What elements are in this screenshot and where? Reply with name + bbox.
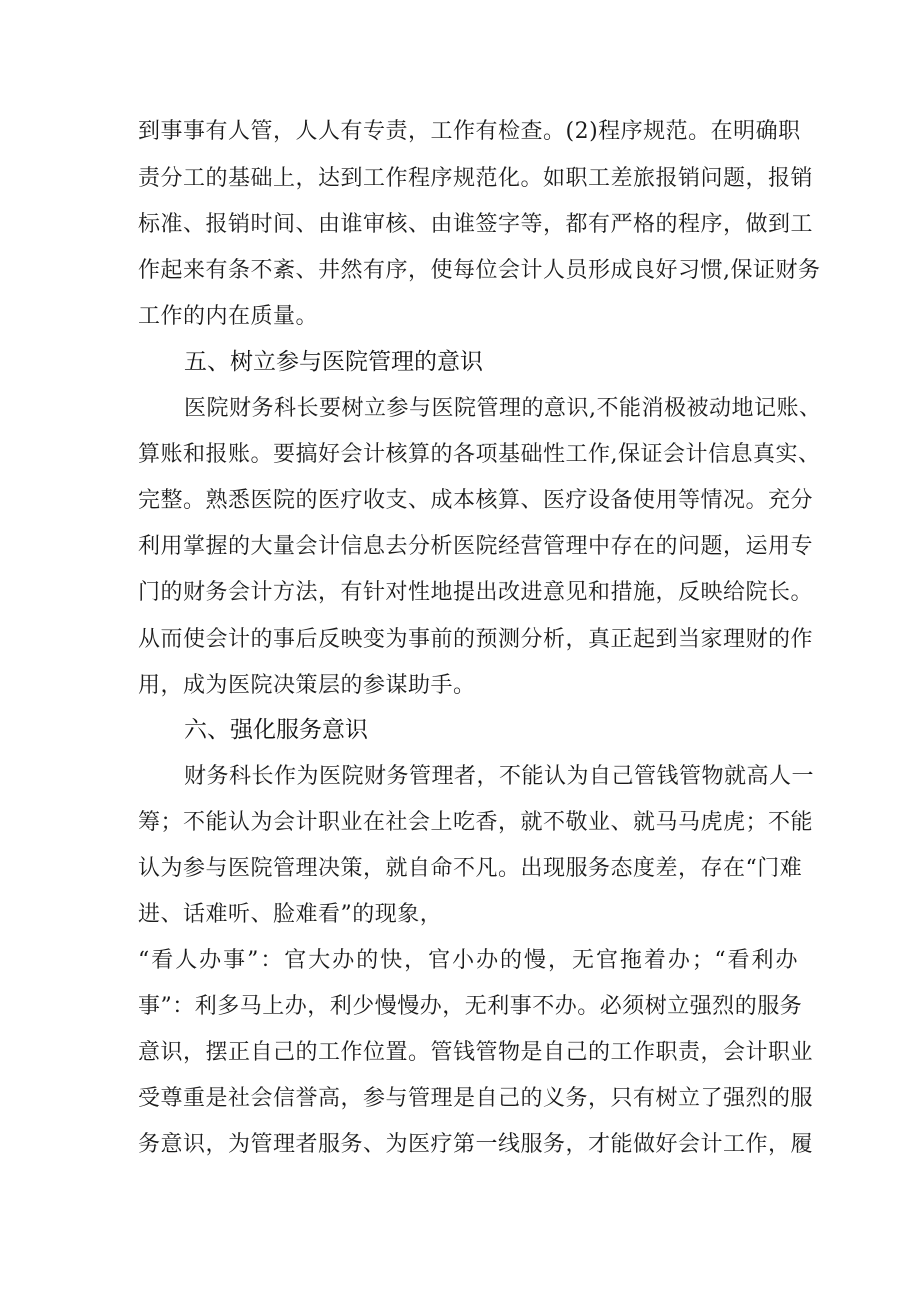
paragraph-line: 门的财务会计方法，有针对性地提出改进意见和措施，反映给院长。 [138, 580, 814, 605]
paragraph-line: 受尊重是社会信誉高，参与管理是自己的义务，只有树立了强烈的服 [138, 1086, 814, 1111]
paragraph-line: “看人办事”：官大办的快，官小办的慢，无官拖着办；“看利办 [138, 948, 798, 973]
paragraph-line: 责分工的基础上，达到工作程序规范化。如职工差旅报销问题，报销 [138, 166, 814, 191]
section-heading: 五、树立参与医院管理的意识 [184, 349, 483, 375]
section-heading: 六、强化服务意识 [184, 717, 368, 743]
paragraph-line: 到事事有人管，人人有专责，工作有检查。(2)程序规范。在明确职 [138, 119, 801, 144]
paragraph-line: 财务科长作为医院财务管理者，不能认为自己管钱管物就高人一 [184, 764, 815, 789]
paragraph-line: 筹；不能认为会计职业在社会上吃香，就不敬业、就马马虎虎；不能 [138, 810, 814, 835]
paragraph-line: 标准、报销时间、由谁审核、由谁签字等，都有严格的程序，做到工 [138, 212, 814, 237]
paragraph-line: 作起来有条不紊、井然有序，使每位会计人员形成良好习惯,保证财务 [138, 258, 821, 283]
paragraph-line: 认为参与医院管理决策，就自命不凡。出现服务态度差，存在“门难 [138, 856, 803, 881]
paragraph-line: 从而使会计的事后反映变为事前的预测分析，真正起到当家理财的作 [138, 627, 814, 652]
paragraph-line: 用，成为医院决策层的参谋助手。 [138, 673, 476, 698]
paragraph-line: 务意识，为管理者服务、为医疗第一线服务，才能做好会计工作，履 [138, 1132, 814, 1157]
paragraph-line: 利用掌握的大量会计信息去分析医院经营管理中存在的问题，运用专 [138, 534, 814, 559]
paragraph-line: 完整。熟悉医院的医疗收支、成本核算、医疗设备使用等情况。充分 [138, 488, 814, 513]
paragraph-line: 算账和报账。要搞好会计核算的各项基础性工作,保证会计信息真实、 [138, 442, 821, 467]
paragraph-line: 工作的内在质量。 [138, 304, 319, 329]
paragraph-line: 进、话难听、脸难看”的现象， [138, 902, 443, 927]
paragraph-line: 事”：利多马上办，利少慢慢办，无利事不办。必须树立强烈的服务 [138, 994, 803, 1019]
paragraph-line: 医院财务科长要树立参与医院管理的意识,不能消极被动地记账、 [184, 396, 822, 421]
paragraph-line: 意识，摆正自己的工作位置。管钱管物是自己的工作职责，会计职业 [138, 1040, 814, 1065]
